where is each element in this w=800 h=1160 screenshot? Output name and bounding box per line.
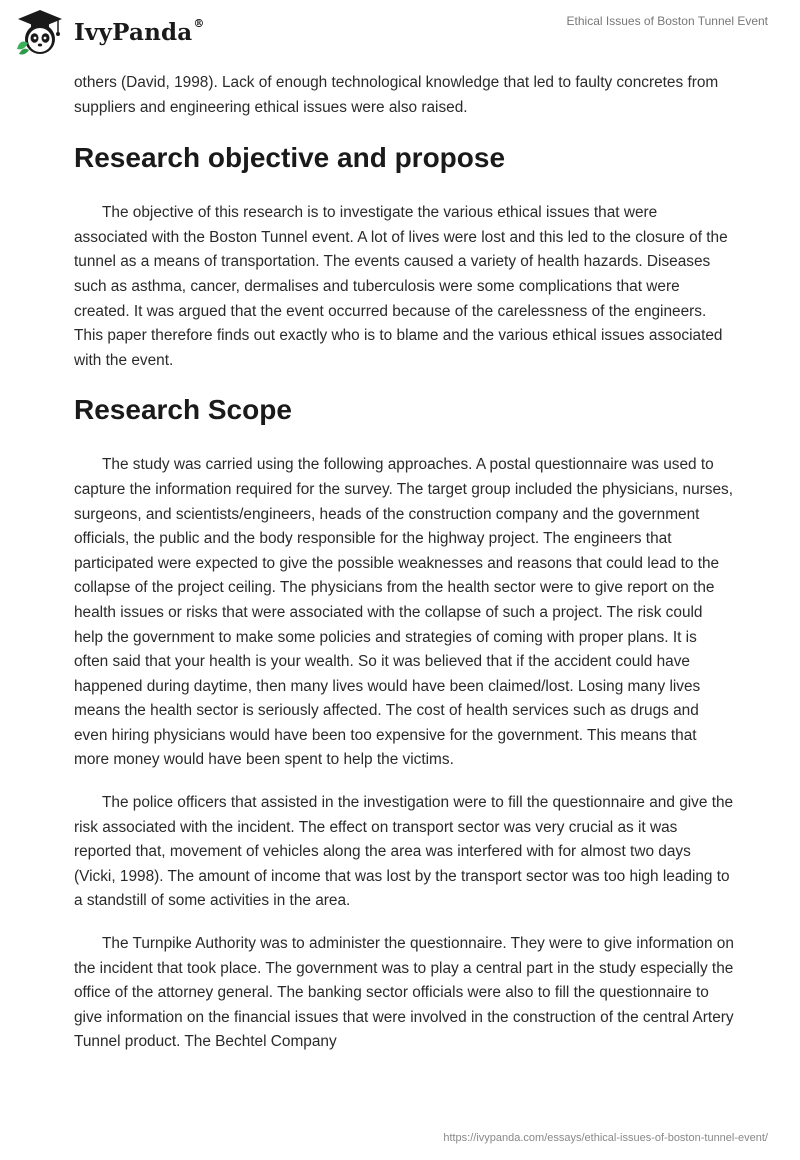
intro-paragraph: others (David, 1998). Lack of enough technological knowledge that led to faulty concretes from suppliers and engineering ethical issues were also raised. [74, 74, 719, 116]
source-url[interactable]: https://ivypanda.com/essays/ethical-issues-of-boston-tunnel-event/ [443, 1132, 768, 1144]
brand-logo[interactable] [14, 6, 205, 58]
essay-body [74, 71, 734, 1055]
page-header [0, 0, 800, 70]
scope-paragraph-2: The police officers that assisted in the investigation were to fill the questionnaire and give the risk associated with the incident. The effect on transport sector was very crucial as it was reported that, movement of vehicles along the area was interfered with for almost two days (Vicki, 1998). The amount of income that was lost by the transport sector was too high leading to a standstill of some activities in the area. [74, 794, 734, 910]
brand-name: IvyPanda® [74, 16, 205, 46]
panda-graduate-icon [14, 6, 66, 58]
section-heading-objective: Research objective and propose [74, 142, 506, 174]
scope-paragraph-3: The Turnpike Authority was to administer the questionnaire. They were to give information on the incident that took place. The government was to play a central part in the study especially the office of the attorney general. The banking sector officials were also to fill the questionnaire to give information on the financial issues that were involved in the construction of the central Artery Tunnel product. The Bechtel Company [74, 935, 734, 1051]
section-heading-scope: Research Scope [74, 394, 292, 426]
scope-paragraph-1: The study was carried using the following approaches. A postal questionnaire was used to capture the information required for the survey. The target group included the physicians, nurses, surgeons, and scientists/engineers, heads of the construction company and the government officials, the public and the body responsible for the highway project. The engineers that participated were expected to give the possible weaknesses and reasons that could lead to the collapse of the project ceiling. The physicians from the health sector were to give report on the health issues or risks that were associated with the collapse of such a project. The risk could help the government to make some policies and strategies of coming with proper plans. It is often said that your health is your wealth. So it was believed that if the accident could have happened during daytime, then many lives would have been claimed/lost. Losing many lives means the health sector is seriously affected. The cost of health services such as drugs and even hiring physicians would have been too expensive for the government. This means that more money would have been spent to help the victims. [74, 456, 734, 769]
document-title: Ethical Issues of Boston Tunnel Event [566, 14, 768, 28]
objective-paragraph: The objective of this research is to investigate the various ethical issues that were associated with the Boston Tunnel event. A lot of lives were lost and this led to the closure of the tunnel as a means of transportation. The events caused a variety of health hazards. Diseases such as asthma, cancer, dermalises and tuberculosis were some complications that were created. It was argued that the event occurred because of the carelessness of the engineers. This paper therefore finds out exactly who is to blame and the various ethical issues associated with the event. [74, 204, 728, 369]
